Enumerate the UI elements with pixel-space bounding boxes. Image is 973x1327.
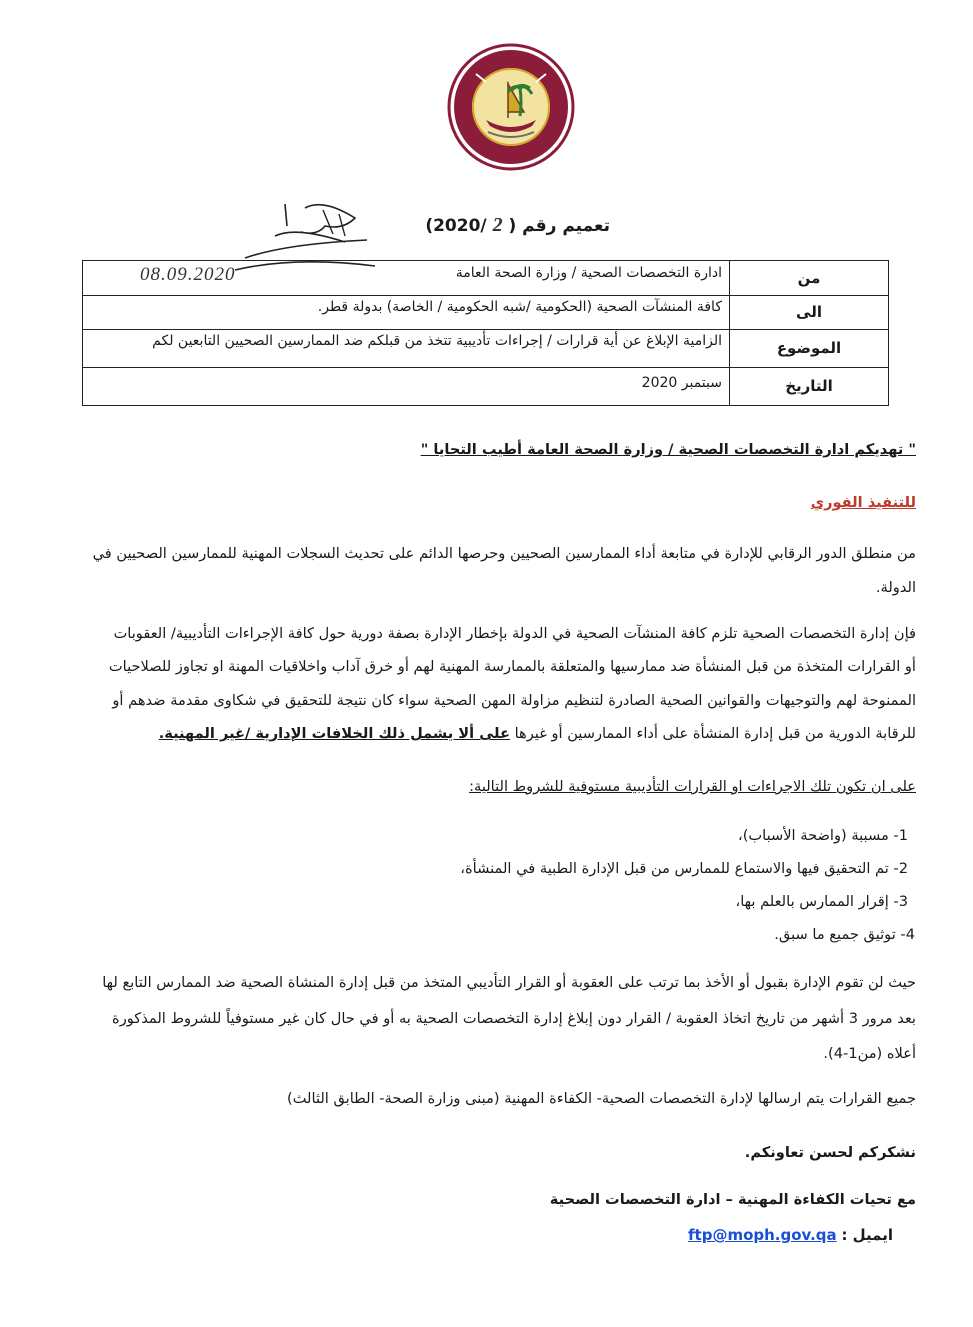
memo-label-date: التاريخ [729, 367, 888, 405]
greeting-line: " تهديكم ادارة التخصصات الصحية / وزارة الصحة العامة أطيب التحايا " [420, 441, 916, 458]
paragraph-3-line-2: بعد مرور 3 أشهر من تاريخ اتخاذ العقوبة / القرار دون إبلاغ إدارة التخصصات الصحية به أو في حال كان غير مستوفياً للشروط المذكورة [112, 1010, 916, 1027]
ministry-emblem-logo [446, 42, 576, 172]
paragraph-1-line-1: من منطلق الدور الرقابي للإدارة في متابعة أداء الممارسين الصحيين وحرصها الدائم على تحديث السجلات المهنية للممارسين الصحيين في [92, 545, 916, 562]
circular-number: 2 [492, 214, 503, 236]
memo-value-date: سبتمبر 2020 [641, 375, 722, 391]
urgent-heading: للتنفيذ الفوري [810, 494, 916, 511]
circular-title [400, 214, 610, 237]
email-label: ايميل : [841, 1226, 893, 1244]
conditions-intro: على ان تكون تلك الاجراءات او القرارات التأديبية مستوفية للشروط التالية: [469, 778, 916, 795]
paragraph-2-line-2: أو القرارات المتخذة من قبل المنشأة ضد ممارسيها والمتعلقة بالممارسة المهنية لهم أو خرق آداب واخلاقيات المهنة او تجاوز للصلاحيات [108, 658, 916, 675]
signoff-line: مع تحيات الكفاءة المهنية – ادارة التخصصات الصحية [549, 1191, 916, 1208]
condition-item-1: 1- مسببة (واضحة الأسباب)، [738, 827, 908, 844]
thanks-line: نشكركم لحسن تعاونكم. [744, 1144, 916, 1161]
paragraph-2-line-3: الممنوحة لهم والتوجيهات والقوانين الصحية الصادرة لتنظيم مزاولة المهن الصحية سواء كان نتيجة للتحقيق في شكاوى مقدمة ضدهم أو [112, 692, 916, 709]
email-row [688, 1222, 893, 1248]
memo-value-from: ادارة التخصصات الصحية / وزارة الصحة العامة [455, 265, 722, 281]
circular-year: /2020) [425, 216, 487, 236]
memo-label-subject: الموضوع [729, 329, 888, 367]
paragraph-4: جميع القرارات يتم ارسالها لإدارة التخصصات الصحية- الكفاءة المهنية (مبنى وزارة الصحة- الطابق الثالث) [287, 1090, 916, 1107]
memo-value-subject: الزامية الإبلاغ عن أية قرارات / إجراءات تأديبية تتخذ من قبلكم ضد الممارسين الصحيين التابعين لكم [152, 333, 722, 349]
memo-row-to [83, 295, 888, 330]
paragraph-1-line-2: الدولة. [875, 579, 916, 596]
handwritten-date: 08.09.2020 [140, 264, 236, 285]
email-link[interactable]: ftp@moph.gov.qa [688, 1226, 837, 1244]
paragraph-3-line-1: حيث لن تقوم الإدارة بقبول أو الأخذ بما ترتب على العقوبة أو القرار التأديبي المتخذ من قبل إدارة المنشاة الصحية ضد الممارس التابع لها [102, 974, 916, 991]
memo-row-subject [83, 329, 888, 368]
condition-item-4: 4- توثيق جميع ما سبق. [774, 926, 915, 943]
paragraph-2-line-4 [159, 717, 916, 751]
circular-title-label: تعميم رقم ( [508, 216, 610, 236]
memo-label-from: من [729, 261, 888, 295]
paragraph-2-emphasis: على ألا يشمل ذلك الخلافات الإدارية /غير المهنية. [158, 725, 510, 742]
paragraph-2-line-4-text: للرقابة الدورية من قبل إدارة المنشأة على أداء الممارسين أو غيرها [509, 725, 916, 742]
paragraph-2-line-1: فإن إدارة التخصصات الصحية تلزم كافة المنشآت الصحية في الدولة بإخطار الإدارة بصفة دورية حول كافة الإجراءات التأديبية/ العقوبات [113, 625, 916, 642]
memo-label-to: الى [729, 295, 888, 329]
condition-item-2: 2- تم التحقيق فيها والاستماع للممارس من قبل الإدارة الطبية في المنشأة، [460, 860, 908, 877]
memo-value-to: كافة المنشآت الصحية (الحكومية /شبه الحكومية / الخاصة) بدولة قطر. [317, 299, 722, 315]
paragraph-3-line-3: أعلاه (من1-4). [823, 1045, 916, 1062]
condition-item-3: 3- إقرار الممارس بالعلم بها، [735, 893, 908, 910]
memo-row-date [83, 367, 888, 405]
